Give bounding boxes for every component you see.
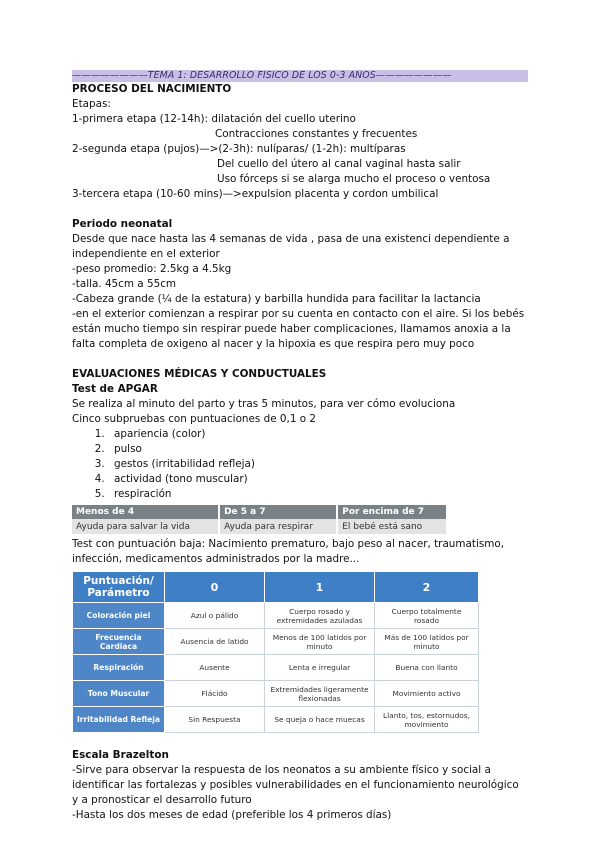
parameter-header bbox=[73, 572, 165, 603]
brazelton-paragraph-1: -Sirve para observar la respuesta de los neonatos a su ambiente físico y social a identificar las fortalezas y posibles vulnerabilidades en el funcionamiento neurológico y a pronosticar el desarrollo futuro bbox=[72, 764, 519, 806]
table-cell: Ausencia de latido bbox=[165, 629, 265, 655]
brazelton-paragraph-2: -Hasta los dos meses de edad (preferible los 4 primeros días) bbox=[72, 809, 392, 821]
apgar-subtests: Cinco subpruebas con puntuaciones de 0,1 o 2 bbox=[72, 413, 317, 425]
table-header-row bbox=[73, 572, 479, 603]
table-cell: Sin Respuesta bbox=[165, 707, 265, 733]
table-cell: Movimiento activo bbox=[375, 681, 479, 707]
stage-2-detail-2: Uso fórceps si se alarga mucho el proceso o ventosa bbox=[217, 173, 491, 185]
table-cell: Ayuda para respirar bbox=[219, 519, 337, 534]
table-row bbox=[73, 681, 479, 707]
table-header: Menos de 4 bbox=[72, 505, 219, 519]
row-header: Irritabilidad Refleja bbox=[73, 707, 165, 733]
stage-2: 2-segunda etapa (pujos)—>(2-3h): nulíparas/ (1-2h): multíparas bbox=[72, 143, 406, 155]
table-cell: Cuerpo rosado y extremidades azuladas bbox=[265, 603, 375, 629]
neonatal-weight: -peso promedio: 2.5kg a 4.5kg bbox=[72, 263, 232, 275]
table-cell: Se queja o hace muecas bbox=[265, 707, 375, 733]
parameter-header-line-1: Puntuación/ bbox=[83, 575, 154, 587]
table-cell: Menos de 100 latidos por minuto bbox=[265, 629, 375, 655]
list-item: 2. pulso bbox=[108, 442, 528, 457]
table-cell: Lenta e irregular bbox=[265, 655, 375, 681]
table-header: 2 bbox=[375, 572, 479, 603]
stage-1: 1-primera etapa (12-14h): dilatación del cuello uterino bbox=[72, 113, 356, 125]
table-row bbox=[72, 519, 447, 534]
table-cell: Cuerpo totalmente rosado bbox=[375, 603, 479, 629]
neonatal-head: -Cabeza grande (¼ de la estatura) y barbilla hundida para facilitar la lactancia bbox=[72, 293, 481, 305]
apgar-heading: Test de APGAR bbox=[72, 383, 158, 395]
table-cell: Más de 100 latidos por minuto bbox=[375, 629, 479, 655]
row-header: Tono Muscular bbox=[73, 681, 165, 707]
apgar-timing: Se realiza al minuto del parto y tras 5 minutos, para ver cómo evoluciona bbox=[72, 398, 456, 410]
table-cell: Flácido bbox=[165, 681, 265, 707]
table-header: 1 bbox=[265, 572, 375, 603]
apgar-table bbox=[72, 571, 479, 733]
stage-3: 3-tercera etapa (10-60 mins)—>expulsion placenta y cordon umbilical bbox=[72, 188, 439, 200]
table-cell: Extremidades ligeramente flexionadas bbox=[265, 681, 375, 707]
neonatal-breathing: -en el exterior comienzan a respirar por su cuenta en contacto con el aire. Si los bebés están mucho tiempo sin respirar puede haber complicaciones, llamamos anoxia a la falta completa de oxigeno al nacer y la hipoxia es que respira pero muy poco bbox=[72, 308, 525, 350]
row-header: Frecuencia Cardiaca bbox=[73, 629, 165, 655]
table-row bbox=[73, 707, 479, 733]
table-cell: Ayuda para salvar la vida bbox=[72, 519, 219, 534]
table-cell: Ausente bbox=[165, 655, 265, 681]
brazelton-heading: Escala Brazelton bbox=[72, 749, 169, 761]
stages-label: Etapas: bbox=[72, 98, 111, 110]
low-score-paragraph: Test con puntuación baja: Nacimiento prematuro, bajo peso al nacer, traumatismo, infección, medicamentos administrados por la madre... bbox=[72, 538, 505, 565]
section-heading-evaluations: EVALUACIONES MÉDICAS Y CONDUCTUALES bbox=[72, 368, 327, 380]
list-item: 3. gestos (irritabilidad refleja) bbox=[108, 457, 528, 472]
table-row bbox=[73, 629, 479, 655]
table-header: 0 bbox=[165, 572, 265, 603]
table-header: De 5 a 7 bbox=[219, 505, 337, 519]
stage-2-detail-1: Del cuello del útero al canal vaginal hasta salir bbox=[217, 158, 461, 170]
list-item: 4. actividad (tono muscular) bbox=[108, 472, 528, 487]
neonatal-paragraph-1: Desde que nace hasta las 4 semanas de vida , pasa de una existenci dependiente a independiente en el exterior bbox=[72, 233, 510, 260]
document-page bbox=[72, 70, 528, 823]
table-header-row bbox=[72, 505, 447, 519]
stage-1-detail: Contracciones constantes y frecuentes bbox=[215, 128, 418, 140]
row-header: Respiración bbox=[73, 655, 165, 681]
table-header: Por encima de 7 bbox=[337, 505, 447, 519]
document-title: ————————TEMA 1: DESARROLLO FÍSICO DE LOS 0-3 AÑOS———————— bbox=[72, 70, 528, 82]
table-row bbox=[73, 603, 479, 629]
table-cell: Buena con llanto bbox=[375, 655, 479, 681]
apgar-list bbox=[72, 427, 528, 502]
row-header: Coloración piel bbox=[73, 603, 165, 629]
section-heading-neonatal: Periodo neonatal bbox=[72, 218, 173, 230]
score-table bbox=[72, 505, 448, 534]
section-heading-birth: PROCESO DEL NACIMIENTO bbox=[72, 83, 232, 95]
table-cell: Llanto, tos, estornudos, movimiento bbox=[375, 707, 479, 733]
parameter-header-line-2: Parámetro bbox=[87, 587, 150, 599]
table-cell: El bebé está sano bbox=[337, 519, 447, 534]
table-row bbox=[73, 655, 479, 681]
list-item: 5. respiración bbox=[108, 487, 528, 502]
table-cell: Azul o pálido bbox=[165, 603, 265, 629]
neonatal-height: -talla. 45cm a 55cm bbox=[72, 278, 177, 290]
list-item: 1. apariencia (color) bbox=[108, 427, 528, 442]
